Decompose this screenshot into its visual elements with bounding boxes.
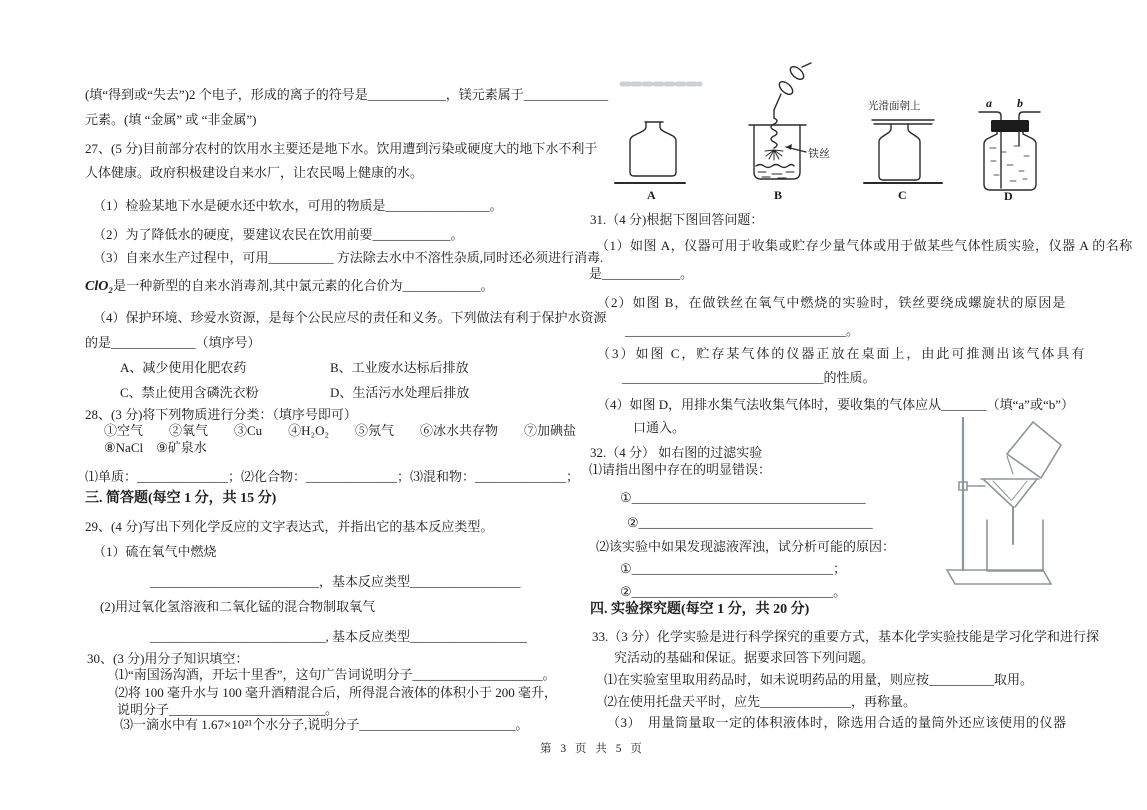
q27-option-c: C、禁止使用含磷洗衣粉	[120, 385, 259, 400]
q26-continuation-line2: 元素。(填 “金属” 或 “非金属”)	[85, 112, 257, 127]
q31-part1-line1: （1）如图 A，仪器可用于收集或贮存少量气体或用于做某些气体性质实验，仪器 A 的名称	[596, 238, 1133, 253]
q33-head-line2: 究活动的基础和保证。据要求回答下列问题。	[614, 650, 875, 665]
q31-part4-line2: 口通入。	[633, 420, 686, 435]
q27-clo2-line	[85, 277, 493, 295]
figure-label-d: D	[1004, 189, 1013, 203]
q27-part3: （3）自来水生产过程中，可用__________ 方法除去水中不溶性杂质,同时还必须进行消毒.	[93, 250, 604, 265]
glass-plate	[872, 120, 934, 124]
iron-wire-spiral	[771, 110, 777, 148]
section3-heading: 三. 简答题(每空 1 分，共 15 分)	[85, 491, 277, 506]
q31-part1-line2: 是____________。	[589, 266, 694, 281]
q30-head: 30、(3 分)用分子知识填空：	[87, 651, 249, 666]
q31-part3-line1: （3）如图 C，贮存某气体的仪器正放在桌面上，由此可推测出该气体具有	[597, 346, 1087, 361]
water-surface	[756, 165, 794, 168]
q31-part2-blank: __________________________________。	[625, 323, 860, 338]
funnel	[981, 479, 1039, 507]
liquid-texture	[990, 146, 1029, 181]
q32-part2: ⑵该实验中如果发现滤液浑浊，试分析可能的原因：	[596, 539, 896, 554]
rubber-stopper	[991, 120, 1029, 132]
figure-label-c: C	[898, 188, 907, 202]
q27-option-a: A、减少使用化肥农药	[120, 360, 247, 375]
q32-part1-blank2: ②____________________________________	[627, 515, 873, 530]
q31-part3-blank: _______________________________的性质。	[622, 370, 876, 385]
tube-a-label: a	[986, 96, 992, 110]
q30-part1: ⑴“南国汤沟酒，开坛十里香”，这句广告词说明分子____________________。	[115, 667, 556, 682]
q29-part1-blank: __________________________，基本反应类型_________________	[150, 574, 521, 589]
tongs-loop-2	[777, 79, 795, 96]
q32-part2-blank1: ①_______________________________；	[620, 561, 847, 576]
q32-head: 32.（4 分） 如右图的过滤实验	[590, 445, 763, 460]
bottle-a-figure	[615, 122, 685, 183]
q27-intro-line2: 人体健康。政府积极建设自来水厂，让农民喝上健康的水。	[85, 165, 424, 180]
q30-part3: ⑶一滴水中有 1.67×10²¹个水分子,说明分子________________________。	[120, 717, 529, 732]
q28-head: 28、(3 分)将下列物质进行分类：（填序号即可）	[85, 407, 357, 422]
clo2-line-rest: 是一种新型的自来水消毒剂,其中氯元素的化合价为____________。	[113, 278, 494, 293]
bottle-c-figure	[864, 120, 942, 183]
tube-b-bend	[1019, 112, 1040, 121]
apparatus-figure-abcd	[600, 62, 1065, 212]
q27-option-d: D、生活污水处理后排放	[330, 385, 470, 400]
q26-continuation-line1: (填“得到或“失去”)2 个电子，形成的离子的符号是____________，镁元素属于_____________	[85, 87, 609, 102]
gas-washing-bottle-d-figure	[979, 112, 1040, 190]
q30-part2-line1: ⑵将 100 毫升水与 100 毫升酒精混合后，所得混合液体的体积小于 200 毫升，	[115, 685, 558, 700]
q29-part2-blank: ___________________________, 基本反应类型__________________	[150, 629, 528, 644]
q29-part1: （1）硫在氧气中燃烧	[93, 544, 217, 559]
q30-part2-line2: 说明分子________________________。	[117, 702, 339, 717]
q28-items-row2: ⑧NaCl ⑨矿泉水	[104, 440, 207, 455]
clo2-formula: ClO₂	[85, 279, 114, 294]
figure-label-b: B	[774, 188, 783, 202]
stand-base	[947, 570, 1051, 584]
tube-b-label: b	[1017, 96, 1023, 110]
q32-part1-blank1: ①____________________________________	[620, 490, 866, 505]
q28-items-row1: ①空气 ②氧气 ③Cu ④H₂O₂ ⑤氖气 ⑥冰水共存物 ⑦加碘盐	[104, 423, 577, 438]
q29-head: 29、(4 分)写出下列化学反应的文字表达式，并指出它的基本反应类型。	[85, 519, 494, 534]
iron-wire-pointer-arrowhead	[786, 144, 792, 150]
spark-burst	[765, 150, 783, 160]
filtration-experiment-figure	[945, 414, 1063, 592]
q32-part2-blank2: ②_______________________________。	[620, 584, 847, 599]
pouring-beaker	[1007, 422, 1061, 478]
q28-answer-blanks: ⑴单质：______________；⑵化合物：______________；⑶混和物：______________；	[85, 469, 580, 484]
water-texture	[758, 172, 794, 178]
q27-intro-line1: 27、(5 分)目前部分农村的饮用水主要还是地下水。饮用遭到污染或硬度大的地下水不利于	[85, 141, 598, 156]
q31-part4-line1: （4）如图 D，用排水集气法收集气体时，要收集的气体应从_______（填“a”或“b”）	[597, 397, 1074, 412]
figure-label-a: A	[647, 188, 656, 202]
q33-part2: ⑵在使用托盘天平时，应先______________，再称量。	[604, 694, 917, 709]
tongs-handle	[802, 63, 811, 67]
q27-part4-line2: 的是_____________（填序号）	[85, 335, 261, 350]
q31-part2-line1: （2）如图 B，在做铁丝在氧气中燃烧的实验时，铁丝要绕成螺旋状的原因是	[597, 295, 1067, 310]
iron-wire-caption: 铁丝	[808, 148, 830, 160]
receiving-beaker	[987, 520, 1043, 571]
tube-a-bend	[979, 112, 1001, 121]
q27-part2: （2）为了降低水的硬度，要建议农民在饮用前要____________。	[93, 227, 464, 242]
q27-option-b: B、工业废水达标后排放	[330, 360, 469, 375]
smooth-face-up-caption: 光滑面朝上	[868, 101, 921, 112]
pour-stream	[1007, 456, 1013, 474]
q33-head-line1: 33.（3 分）化学实验是进行科学探究的重要方式，基本化学实验技能是学习化学和进行探	[592, 629, 1100, 644]
wire-upper	[774, 94, 781, 110]
q32-part1: ⑴请指出图中存在的明显错误：	[589, 462, 772, 477]
bottle-b-figure	[749, 63, 811, 179]
q31-head: 31.（4 分)根据下图回答问题：	[590, 212, 764, 227]
q33-part3: （3） 用量筒量取一定的体积液体时，除选用合适的量筒外还应该使用的仪器	[607, 715, 1067, 730]
section4-heading: 四. 实验探究题(每空 1 分，共 20 分)	[590, 602, 810, 617]
page-number-footer: 第 3 页 共 5 页	[540, 743, 645, 755]
q27-part4-line1: （4）保护环境、珍爱水资源，是每个公民应尽的责任和义务。下列做法有利于保护水资源	[93, 310, 607, 325]
q29-part2: (2)用过氧化氢溶液和二氧化锰的混合物制取氧气	[100, 599, 376, 614]
q33-part1: ⑴在实验室里取用药品时，如未说明药品的用量，则应按__________取用。	[604, 672, 1034, 687]
q27-part1: （1）检验某地下水是硬水还中软水，可用的物质是________________。	[93, 198, 503, 213]
